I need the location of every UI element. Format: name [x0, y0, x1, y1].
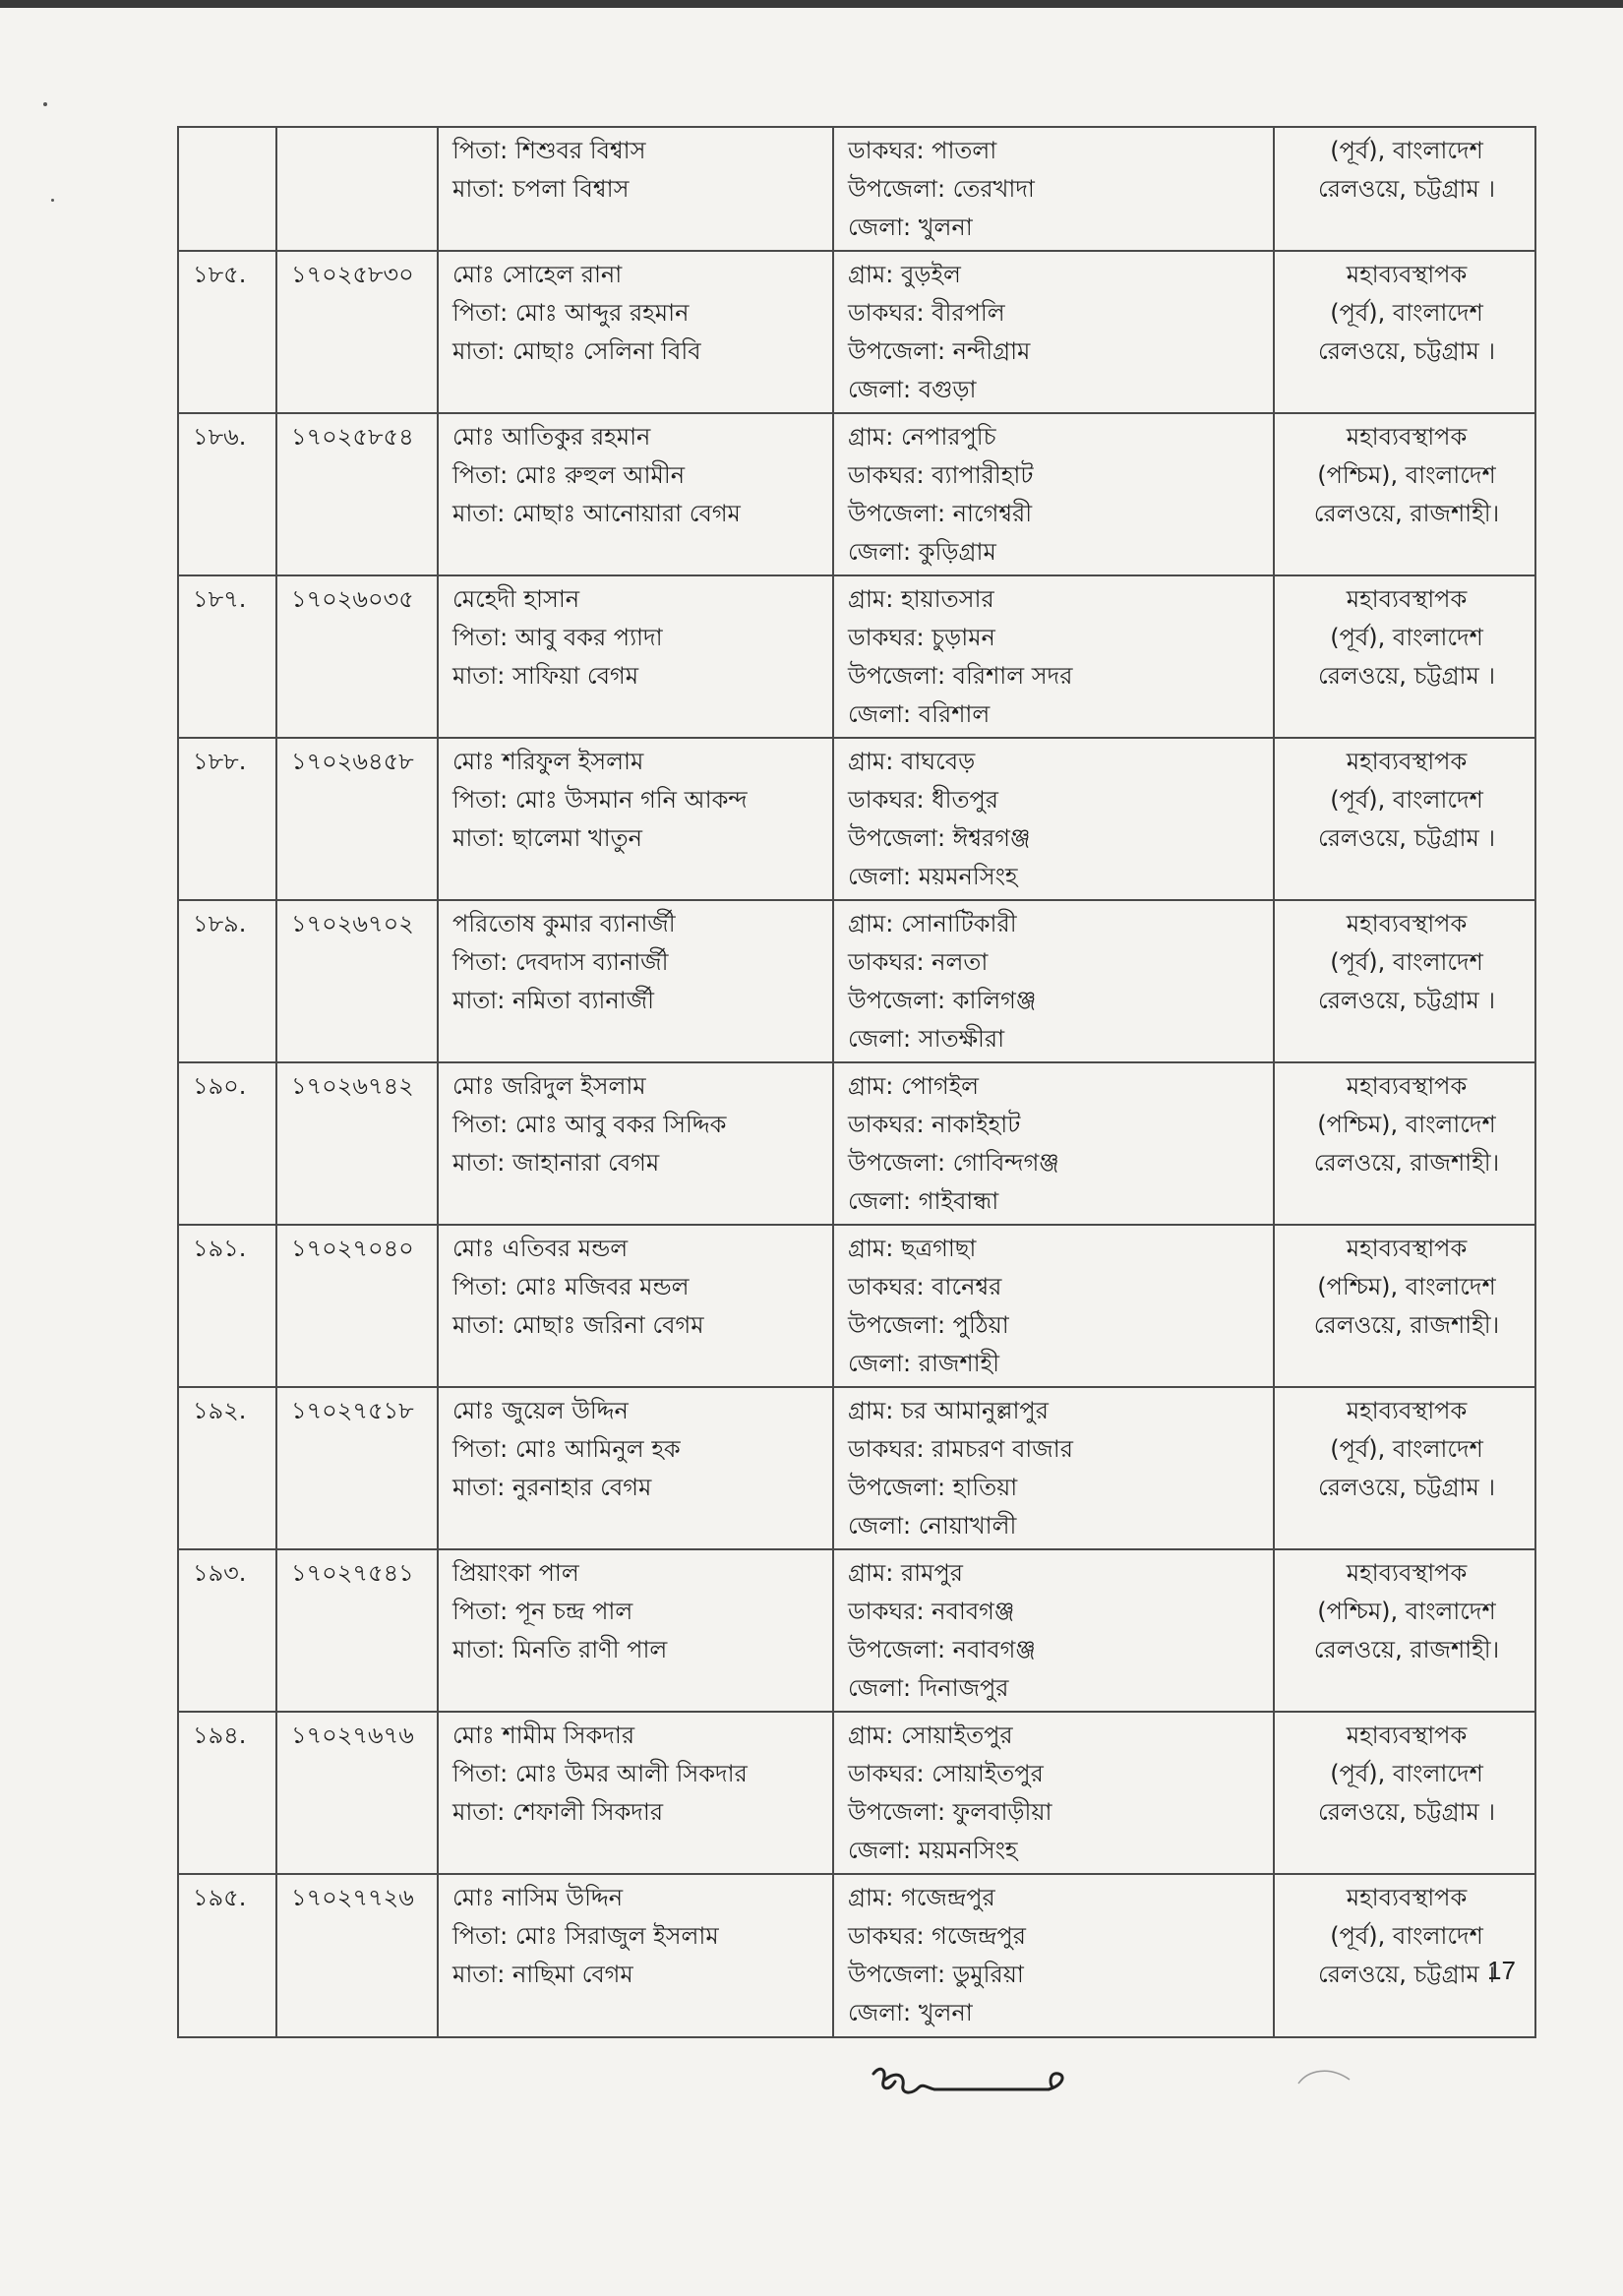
posting-office-cell: [1274, 1549, 1535, 1712]
name-line: মাতা: ছালেমা খাতুন: [452, 824, 642, 852]
name-parents-cell: [438, 413, 833, 575]
posting-line: (পূর্ব), বাংলাদেশ: [1330, 786, 1483, 814]
serial-number-cell: ১৮৭.: [178, 575, 276, 738]
address-cell: [833, 1874, 1274, 2037]
address-cell: [833, 738, 1274, 900]
posting-line: মহাব্যবস্থাপক: [1346, 585, 1468, 613]
name-line: মোঃ জুয়েল উদ্দিন: [452, 1397, 629, 1424]
roll-number-cell: ১৭০২৭৫১৮: [276, 1387, 438, 1549]
table-row: [178, 900, 1535, 1062]
address-line: গ্রাম: বুড়ইল: [848, 261, 961, 288]
posting-office-cell: [1274, 413, 1535, 575]
posting-line: (পূর্ব), বাংলাদেশ: [1330, 137, 1483, 164]
name-line: প্রিয়াংকা পাল: [452, 1559, 579, 1587]
address-line: ডাকঘর: বীরপলি: [848, 299, 1005, 327]
address-line: ডাকঘর: পাতলা: [848, 137, 997, 164]
posting-office-cell: [1274, 1062, 1535, 1225]
address-line: ডাকঘর: ধীতপুর: [848, 786, 998, 814]
posting-line: (পশ্চিম), বাংলাদেশ: [1317, 1598, 1496, 1625]
address-line: জেলা: খুলনা: [848, 213, 973, 241]
name-line: মোঃ সোহেল রানা: [452, 261, 623, 288]
name-line: মোঃ শামীম সিকদার: [452, 1722, 635, 1749]
posting-line: রেলওয়ে, চট্টগ্রাম ।: [1317, 337, 1496, 365]
address-cell: [833, 1712, 1274, 1874]
address-line: উপজেলা: ঈশ্বরগঞ্জ: [848, 824, 1031, 852]
name-parents-cell: [438, 1874, 833, 2037]
name-parents-cell: [438, 251, 833, 413]
posting-line: মহাব্যবস্থাপক: [1346, 1397, 1468, 1424]
posting-line: রেলওয়ে, রাজশাহী।: [1313, 500, 1500, 527]
serial-number-cell: ১৯৫.: [178, 1874, 276, 2037]
roll-number-cell: [276, 127, 438, 251]
name-line: মাতা: নুরনাহার বেগম: [452, 1474, 652, 1501]
roll-number-cell: ১৭০২৭০৪০: [276, 1225, 438, 1387]
scan-speck: [43, 102, 47, 106]
posting-office-cell: [1274, 738, 1535, 900]
posting-line: (পূর্ব), বাংলাদেশ: [1330, 1922, 1483, 1950]
name-line: পিতা: মোঃ উমর আলী সিকদার: [452, 1760, 748, 1787]
serial-number-cell: ১৯৪.: [178, 1712, 276, 1874]
address-line: ডাকঘর: রামচরণ বাজার: [848, 1435, 1073, 1463]
address-line: গ্রাম: বাঘবেড়: [848, 748, 976, 775]
posting-line: মহাব্যবস্থাপক: [1346, 1559, 1468, 1587]
name-line: মাতা: শেফালী সিকদার: [452, 1798, 664, 1826]
name-line: মেহেদী হাসান: [452, 585, 580, 613]
address-line: গ্রাম: সোনাটিকারী: [848, 910, 1017, 937]
table-row: [178, 575, 1535, 738]
posting-office-cell: [1274, 1712, 1535, 1874]
address-line: জেলা: খুলনা: [848, 1999, 973, 2026]
name-parents-cell: [438, 1225, 833, 1387]
posting-office-cell: [1274, 900, 1535, 1062]
name-line: মোঃ শরিফুল ইসলাম: [452, 748, 644, 775]
table-row: [178, 1712, 1535, 1874]
posting-line: (পশ্চিম), বাংলাদেশ: [1317, 1111, 1496, 1138]
address-line: গ্রাম: ছত্রগাছা: [848, 1235, 977, 1262]
address-line: গ্রাম: রামপুর: [848, 1559, 963, 1587]
posting-line: মহাব্যবস্থাপক: [1346, 1072, 1468, 1100]
posting-line: (পূর্ব), বাংলাদেশ: [1330, 624, 1483, 651]
posting-line: (পূর্ব), বাংলাদেশ: [1330, 1435, 1483, 1463]
name-line: পিতা: মোঃ মজিবর মন্ডল: [452, 1273, 690, 1300]
name-line: পরিতোষ কুমার ব্যানার্জী: [452, 910, 676, 937]
table-row: [178, 738, 1535, 900]
name-line: মাতা: নমিতা ব্যানার্জী: [452, 987, 654, 1014]
address-line: উপজেলা: নাগেশ্বরী: [848, 500, 1033, 527]
address-line: উপজেলা: হাতিয়া: [848, 1474, 1018, 1501]
address-line: ডাকঘর: নাকাইহাট: [848, 1111, 1021, 1138]
posting-line: (পূর্ব), বাংলাদেশ: [1330, 299, 1483, 327]
name-parents-cell: [438, 1062, 833, 1225]
roll-number-cell: ১৭০২৭৫৪১: [276, 1549, 438, 1712]
posting-line: মহাব্যবস্থাপক: [1346, 910, 1468, 937]
address-cell: [833, 1062, 1274, 1225]
name-line: মোঃ এতিবর মন্ডল: [452, 1235, 629, 1262]
address-line: উপজেলা: নন্দীগ্রাম: [848, 337, 1031, 365]
address-cell: [833, 1225, 1274, 1387]
address-cell: [833, 1387, 1274, 1549]
name-line: মোঃ আতিকুর রহমান: [452, 423, 651, 451]
posting-line: (পশ্চিম), বাংলাদেশ: [1317, 1273, 1496, 1300]
address-cell: [833, 127, 1274, 251]
name-line: পিতা: মোঃ উসমান গনি আকন্দ: [452, 786, 748, 814]
posting-office-cell: [1274, 1225, 1535, 1387]
serial-number-cell: [178, 127, 276, 251]
posting-line: রেলওয়ে, রাজশাহী।: [1313, 1636, 1500, 1663]
address-line: গ্রাম: সোয়াইতপুর: [848, 1722, 1013, 1749]
roll-number-cell: ১৭০২৬৭০২: [276, 900, 438, 1062]
address-line: ডাকঘর: ব্যাপারীহাট: [848, 461, 1034, 489]
roll-number-cell: ১৭০২৭৬৭৬: [276, 1712, 438, 1874]
address-cell: [833, 251, 1274, 413]
serial-number-cell: ১৯০.: [178, 1062, 276, 1225]
roll-number-cell: ১৭০২৭৭২৬: [276, 1874, 438, 2037]
name-line: পিতা: পূন চন্দ্র পাল: [452, 1598, 633, 1625]
address-line: উপজেলা: তেরখাদা: [848, 175, 1035, 203]
posting-line: মহাব্যবস্থাপক: [1346, 423, 1468, 451]
address-line: জেলা: বগুড়া: [848, 376, 977, 403]
name-line: মাতা: মোছাঃ জরিনা বেগম: [452, 1311, 704, 1339]
address-line: জেলা: রাজশাহী: [848, 1350, 1000, 1377]
posting-office-cell: [1274, 575, 1535, 738]
name-line: মাতা: নাছিমা বেগম: [452, 1961, 633, 1988]
address-line: জেলা: সাতক্ষীরা: [848, 1025, 1005, 1053]
address-line: উপজেলা: ডুমুরিয়া: [848, 1961, 1024, 1988]
address-line: জেলা: ময়মনসিংহ: [848, 1837, 1018, 1864]
serial-number-cell: ১৯৩.: [178, 1549, 276, 1712]
address-line: জেলা: নোয়াখালী: [848, 1512, 1017, 1540]
posting-line: রেলওয়ে, চট্টগ্রাম ।: [1317, 1474, 1496, 1501]
posting-office-cell: [1274, 251, 1535, 413]
roll-number-cell: ১৭০২৫৮৫৪: [276, 413, 438, 575]
name-parents-cell: [438, 1549, 833, 1712]
name-line: মোঃ জরিদুল ইসলাম: [452, 1072, 646, 1100]
name-line: মোঃ নাসিম উদ্দিন: [452, 1884, 624, 1911]
address-cell: [833, 413, 1274, 575]
table-row: [178, 1225, 1535, 1387]
address-line: উপজেলা: গোবিন্দগঞ্জ: [848, 1149, 1059, 1177]
posting-line: মহাব্যবস্থাপক: [1346, 748, 1468, 775]
address-line: জেলা: দিনাজপুর: [848, 1674, 1009, 1702]
posting-office-cell: [1274, 127, 1535, 251]
address-line: গ্রাম: নেপারপুচি: [848, 423, 996, 451]
table-row: [178, 1387, 1535, 1549]
signature: [866, 2052, 1072, 2121]
address-cell: [833, 575, 1274, 738]
serial-number-cell: ১৯২.: [178, 1387, 276, 1549]
posting-line: রেলওয়ে, চট্টগ্রাম ।: [1317, 987, 1496, 1014]
name-parents-cell: [438, 575, 833, 738]
address-line: গ্রাম: পোগইল: [848, 1072, 980, 1100]
name-parents-cell: [438, 1387, 833, 1549]
address-line: উপজেলা: বরিশাল সদর: [848, 662, 1073, 690]
name-line: পিতা: মোঃ আব্দুর রহমান: [452, 299, 690, 327]
address-line: উপজেলা: পুঠিয়া: [848, 1311, 1009, 1339]
name-line: পিতা: মোঃ রুহুল আমীন: [452, 461, 686, 489]
table-row: [178, 1062, 1535, 1225]
posting-line: রেলওয়ে, চট্টগ্রাম ।: [1317, 824, 1496, 852]
name-line: মাতা: জাহানারা বেগম: [452, 1149, 660, 1177]
serial-number-cell: ১৮৫.: [178, 251, 276, 413]
top-border: [0, 0, 1623, 8]
posting-line: (পূর্ব), বাংলাদেশ: [1330, 1760, 1483, 1787]
posting-line: রেলওয়ে, চট্টগ্রাম ।: [1317, 1961, 1496, 1988]
name-line: মাতা: সাফিয়া বেগম: [452, 662, 639, 690]
roll-number-cell: ১৭০২৫৮৩০: [276, 251, 438, 413]
posting-line: রেলওয়ে, চট্টগ্রাম ।: [1317, 175, 1496, 203]
pen-mark: [1296, 2064, 1352, 2087]
name-line: মাতা: মোছাঃ আনোয়ারা বেগম: [452, 500, 741, 527]
address-line: জেলা: গাইবান্ধা: [848, 1187, 999, 1215]
name-parents-cell: [438, 127, 833, 251]
name-line: পিতা: শিশুবর বিশ্বাস: [452, 137, 646, 164]
roll-number-cell: ১৭০২৬৪৫৮: [276, 738, 438, 900]
posting-line: রেলওয়ে, রাজশাহী।: [1313, 1311, 1500, 1339]
address-line: ডাকঘর: সোয়াইতপুর: [848, 1760, 1044, 1787]
address-line: উপজেলা: কালিগঞ্জ: [848, 987, 1037, 1014]
posting-line: রেলওয়ে, চট্টগ্রাম ।: [1317, 1798, 1496, 1826]
posting-line: রেলওয়ে, রাজশাহী।: [1313, 1149, 1500, 1177]
name-line: পিতা: আবু বকর প্যাদা: [452, 624, 663, 651]
address-line: গ্রাম: গজেন্দ্রপুর: [848, 1884, 995, 1911]
name-line: পিতা: দেবদাস ব্যানার্জী: [452, 948, 669, 976]
name-parents-cell: [438, 738, 833, 900]
roll-number-cell: ১৭০২৬০৩৫: [276, 575, 438, 738]
table-row: [178, 127, 1535, 251]
serial-number-cell: ১৮৮.: [178, 738, 276, 900]
address-line: জেলা: ময়মনসিংহ: [848, 863, 1018, 890]
posting-line: (পশ্চিম), বাংলাদেশ: [1317, 461, 1496, 489]
table-row: [178, 413, 1535, 575]
name-parents-cell: [438, 1712, 833, 1874]
name-line: মাতা: মিনতি রাণী পাল: [452, 1636, 668, 1663]
name-line: পিতা: মোঃ আবু বকর সিদ্দিক: [452, 1111, 727, 1138]
name-line: মাতা: মোছাঃ সেলিনা বিবি: [452, 337, 701, 365]
name-parents-cell: [438, 900, 833, 1062]
address-line: ডাকঘর: বানেশ্বর: [848, 1273, 1002, 1300]
candidate-rows: [178, 127, 1535, 2037]
table-row: [178, 1549, 1535, 1712]
name-line: পিতা: মোঃ সিরাজুল ইসলাম: [452, 1922, 719, 1950]
address-line: উপজেলা: নবাবগঞ্জ: [848, 1636, 1036, 1663]
posting-line: (পূর্ব), বাংলাদেশ: [1330, 948, 1483, 976]
page-number: 17: [1487, 1956, 1516, 1985]
address-line: ডাকঘর: চুড়ামন: [848, 624, 995, 651]
address-line: গ্রাম: চর আমানুল্লাপুর: [848, 1397, 1049, 1424]
address-line: জেলা: কুড়িগ্রাম: [848, 538, 996, 566]
address-cell: [833, 1549, 1274, 1712]
serial-number-cell: ১৯১.: [178, 1225, 276, 1387]
serial-number-cell: ১৮৯.: [178, 900, 276, 1062]
posting-line: মহাব্যবস্থাপক: [1346, 1884, 1468, 1911]
address-line: ডাকঘর: গজেন্দ্রপুর: [848, 1922, 1026, 1950]
address-line: জেলা: বরিশাল: [848, 700, 991, 728]
scan-speck: [51, 199, 54, 202]
posting-line: মহাব্যবস্থাপক: [1346, 1722, 1468, 1749]
name-line: পিতা: মোঃ আমিনুল হক: [452, 1435, 681, 1463]
address-cell: [833, 900, 1274, 1062]
address-line: উপজেলা: ফুলবাড়ীয়া: [848, 1798, 1052, 1826]
address-line: গ্রাম: হায়াতসার: [848, 585, 994, 613]
roll-number-cell: ১৭০২৬৭৪২: [276, 1062, 438, 1225]
candidate-table: [177, 126, 1536, 2038]
posting-line: রেলওয়ে, চট্টগ্রাম ।: [1317, 662, 1496, 690]
table-row: [178, 1874, 1535, 2037]
posting-office-cell: [1274, 1387, 1535, 1549]
posting-line: মহাব্যবস্থাপক: [1346, 1235, 1468, 1262]
address-line: ডাকঘর: নবাবগঞ্জ: [848, 1598, 1015, 1625]
address-line: ডাকঘর: নলতা: [848, 948, 989, 976]
table-row: [178, 251, 1535, 413]
serial-number-cell: ১৮৬.: [178, 413, 276, 575]
posting-line: মহাব্যবস্থাপক: [1346, 261, 1468, 288]
name-line: মাতা: চপলা বিশ্বাস: [452, 175, 630, 203]
